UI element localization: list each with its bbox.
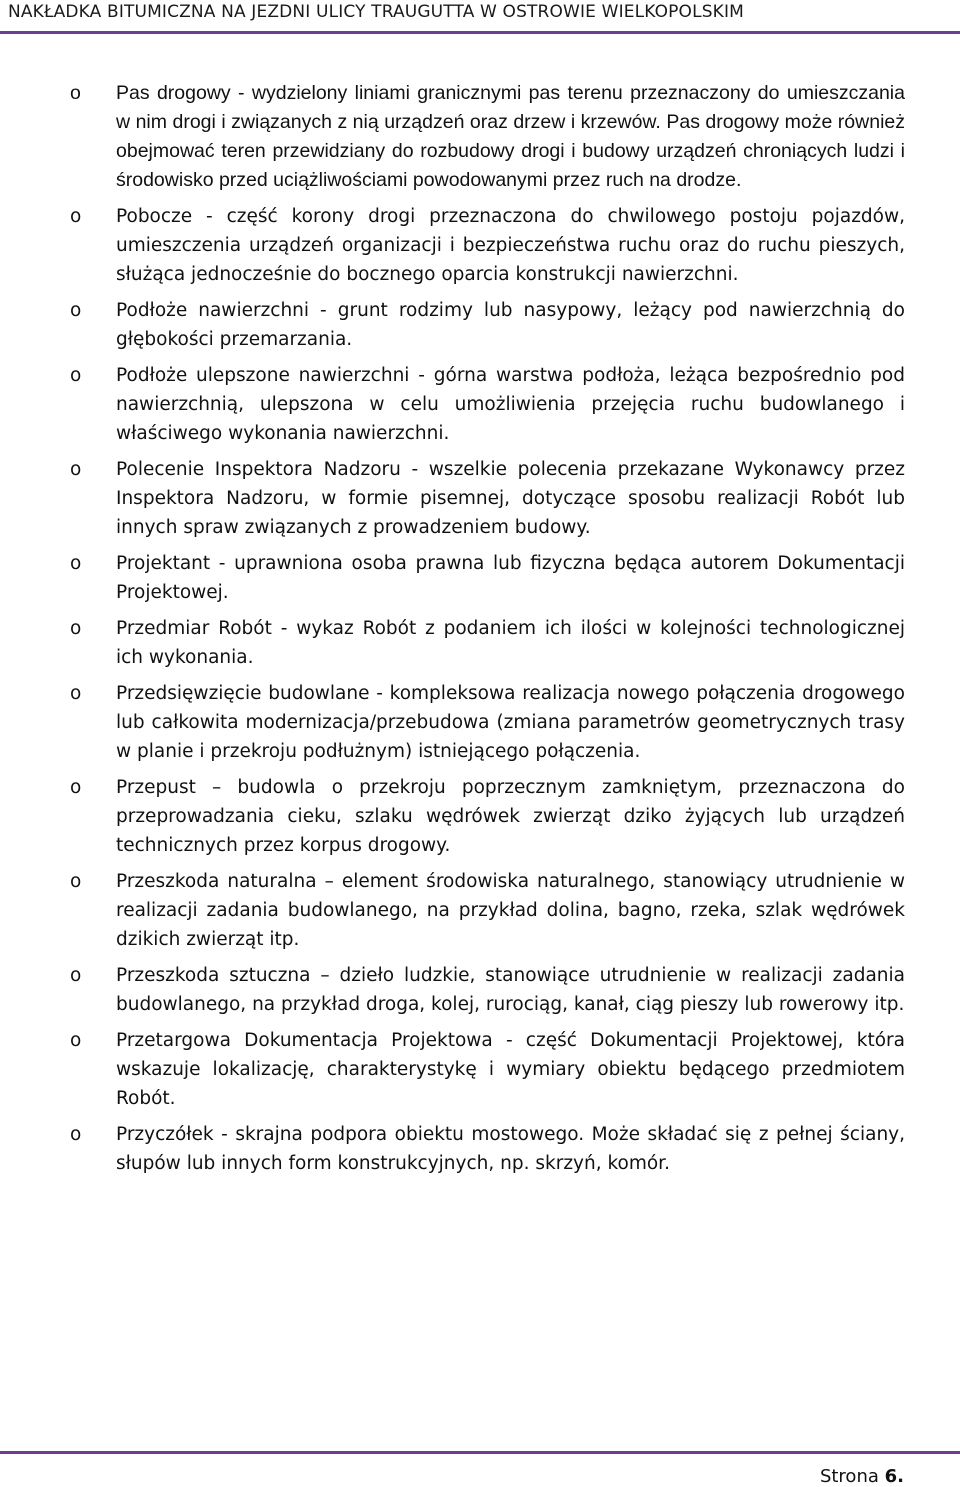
definition-text: Przeszkoda sztuczna – dzieło ludzkie, stanowiące utrudnienie w realizacji zadania budowlanego, na przykład droga, kolej, rurociąg, kanał, ciąg pieszy lub rowerowy itp. <box>116 965 905 1015</box>
definition-item <box>70 1026 905 1113</box>
definition-item <box>70 1120 905 1178</box>
definition-text: Przeszkoda naturalna – element środowiska naturalnego, stanowiący utrudnienie w realizacji zadania budowlanego, na przykład dolina, bagno, rzeka, szlak wędrówek dzikich zwierząt itp. <box>116 871 905 950</box>
header-divider <box>0 31 960 34</box>
bullet-icon: o <box>70 871 82 892</box>
definition-item <box>70 961 905 1019</box>
definition-text: Pobocze - część korony drogi przeznaczona do chwilowego postoju pojazdów, umieszczenia urządzeń organizacji i bezpieczeństwa ruchu oraz do ruchu pieszych, służąca jednocześnie do bocznego oparcia konstrukcji nawierzchni. <box>116 206 905 285</box>
definition-item <box>70 614 905 672</box>
definition-item <box>70 455 905 542</box>
definition-item <box>70 296 905 354</box>
definition-item <box>70 79 905 195</box>
bullet-icon: o <box>70 1030 82 1051</box>
bullet-icon: o <box>70 777 82 798</box>
definition-item <box>70 773 905 860</box>
page-label: Strona <box>819 1466 879 1487</box>
bullet-icon: o <box>70 459 82 480</box>
definition-item <box>70 202 905 289</box>
definitions-list <box>70 79 905 1185</box>
definition-text: Projektant - uprawniona osoba prawna lub fizyczna będąca autorem Dokumentacji Projektowej. <box>116 553 905 603</box>
definition-item <box>70 549 905 607</box>
bullet-icon: o <box>70 300 82 321</box>
bullet-icon: o <box>70 1124 82 1145</box>
footer-divider <box>0 1451 960 1454</box>
bullet-icon: o <box>70 683 82 704</box>
bullet-icon: o <box>70 553 82 574</box>
definition-item <box>70 361 905 448</box>
page-header <box>0 0 960 31</box>
definition-text: Podłoże ulepszone nawierzchni - górna warstwa podłoża, leżąca bezpośrednio pod nawierzchnią, ulepszona w celu umożliwienia przejęcia ruchu budowlanego i właściwego wykonania nawierzchni. <box>116 365 905 444</box>
bullet-icon: o <box>70 82 81 104</box>
definition-text: Podłoże nawierzchni - grunt rodzimy lub nasypowy, leżący pod nawierzchnią do głębokości przemarzania. <box>116 300 905 350</box>
definition-item <box>70 679 905 766</box>
definition-text: Przedmiar Robót - wykaz Robót z podaniem ich ilości w kolejności technologicznej ich wykonania. <box>116 618 905 668</box>
bullet-icon: o <box>70 365 82 386</box>
page-number: 6. <box>884 1466 904 1487</box>
definition-text: Przyczółek - skrajna podpora obiektu mostowego. Może składać się z pełnej ściany, słupów lub innych form konstrukcyjnych, np. skrzyń, komór. <box>116 1124 905 1174</box>
page-footer <box>820 1466 904 1487</box>
bullet-icon: o <box>70 965 82 986</box>
definition-text: Przetargowa Dokumentacja Projektowa - część Dokumentacji Projektowej, która wskazuje lokalizację, charakterystykę i wymiary obiektu będącego przedmiotem Robót. <box>116 1030 905 1109</box>
bullet-icon: o <box>70 206 82 227</box>
definition-item <box>70 867 905 954</box>
document-title: NAKŁADKA BITUMICZNA NA JEZDNI ULICY TRAUGUTTA W OSTROWIE WIELKOPOLSKIM <box>8 2 744 22</box>
definition-text: Polecenie Inspektora Nadzoru - wszelkie polecenia przekazane Wykonawcy przez Inspektora Nadzoru, w formie pisemnej, dotyczące sposobu realizacji Robót lub innych spraw związanych z prowadzeniem budowy. <box>116 459 905 538</box>
definition-text: Przepust – budowla o przekroju poprzecznym zamkniętym, przeznaczona do przeprowadzania cieku, szlaku wędrówek zwierząt dziko żyjących lub urządzeń technicznych przez korpus drogowy. <box>116 777 905 856</box>
definition-text: Przedsięwzięcie budowlane - kompleksowa realizacja nowego połączenia drogowego lub całkowita modernizacja/przebudowa (zmiana parametrów geometrycznych trasy w planie i przekroju podłużnym) istniejącego połączenia. <box>116 683 905 762</box>
definition-text: Pas drogowy - wydzielony liniami granicznymi pas terenu przeznaczony do umieszczania w nim drogi i związanych z nią urządzeń oraz drzew i krzewów. Pas drogowy może również obejmować teren przewidziany do rozbudowy drogi i budowy urządzeń chroniących ludzi i środowisko przed uciążliwościami powodowanymi przez ruch na drodze. <box>116 82 905 191</box>
bullet-icon: o <box>70 618 82 639</box>
